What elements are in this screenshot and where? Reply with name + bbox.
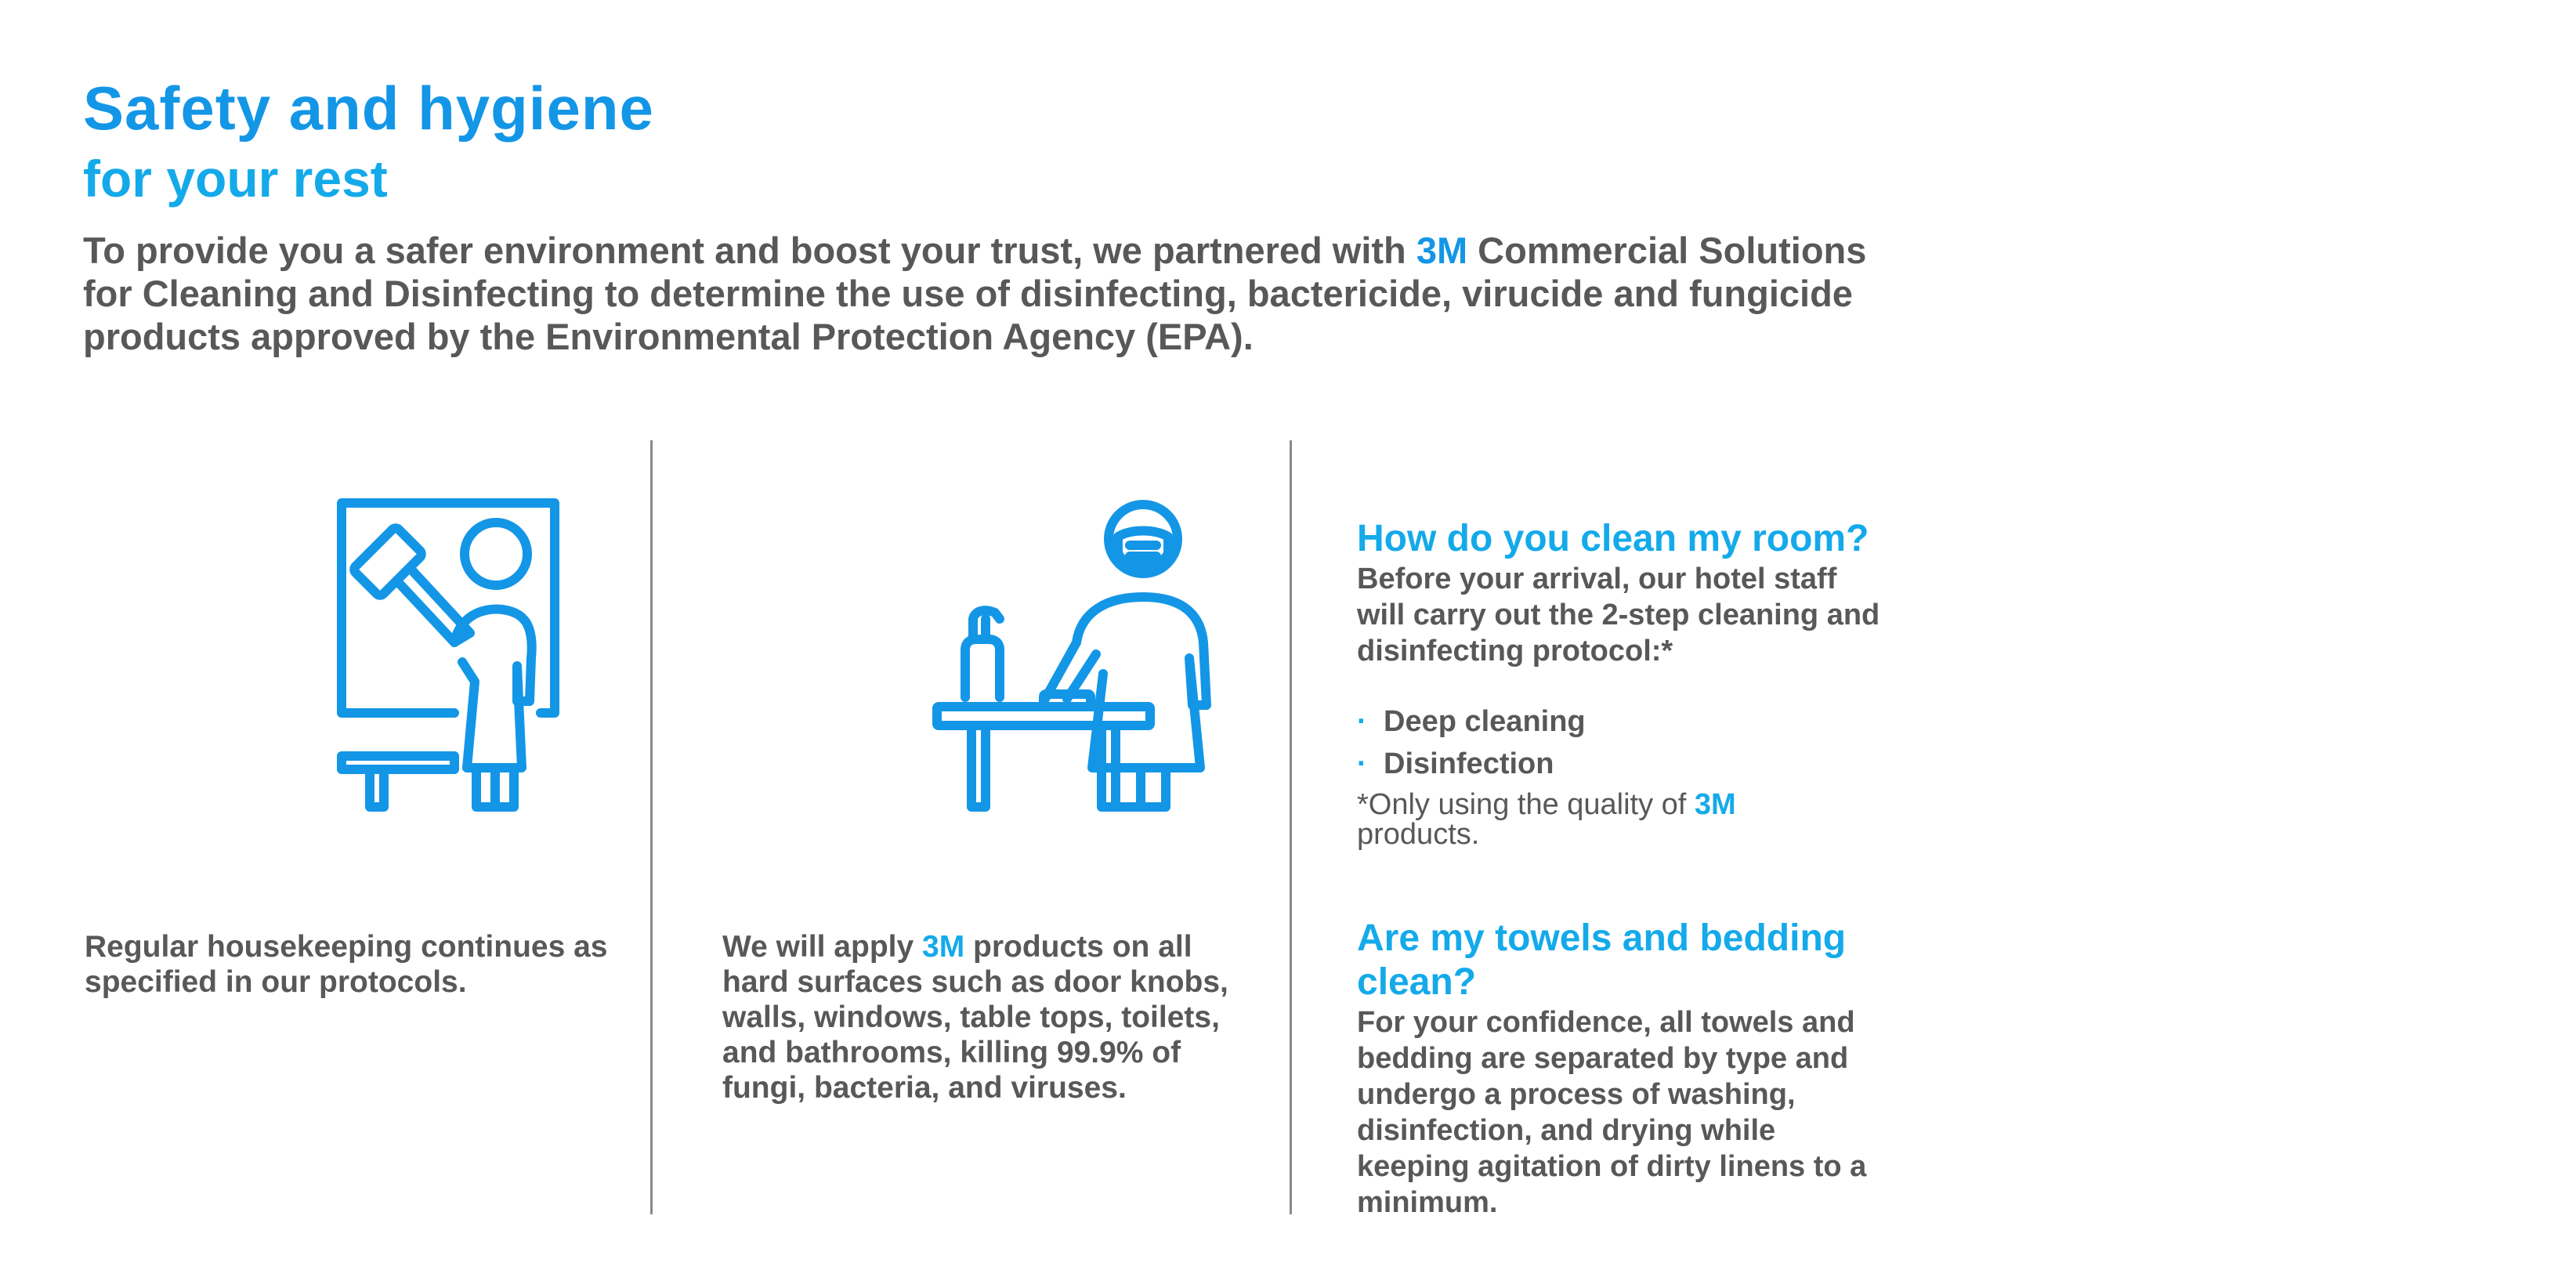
step-item: · Disinfection bbox=[1357, 747, 1554, 780]
products-note bbox=[1357, 790, 1796, 849]
faq-answer-towels: For your confidence, all towels and bedding are separated by type and undergo a process of washing, disinfection, and drying while keeping agitation of dirty linens to a minimum. bbox=[1357, 1006, 1867, 1219]
step-label: Deep cleaning bbox=[1384, 705, 1586, 738]
intro-paragraph bbox=[83, 229, 1916, 358]
products-text-start: We will apply bbox=[722, 930, 923, 964]
note-text-start: *Only using the quality of bbox=[1357, 788, 1695, 821]
person-cleaning-mirror-icon bbox=[321, 494, 572, 830]
faq-towels bbox=[1357, 917, 1890, 1221]
faq-question-clean-room: How do you clean my room? bbox=[1357, 518, 1869, 559]
faq-question-towels: Are my towels and bedding clean? bbox=[1357, 917, 1847, 1003]
intro-brand: 3M bbox=[1416, 230, 1468, 271]
note-text-end: products. bbox=[1357, 818, 1480, 851]
column-divider-1 bbox=[650, 440, 653, 1214]
intro-text-start: To provide you a safer environment and boost your trust, we partnered with bbox=[83, 230, 1416, 271]
page-subtitle: for your rest bbox=[83, 150, 388, 208]
step-item: · Deep cleaning bbox=[1357, 705, 1586, 738]
step-label: Disinfection bbox=[1384, 747, 1554, 780]
housekeeping-text: Regular housekeeping continues as specified in our protocols. bbox=[85, 930, 608, 999]
page-title: Safety and hygiene bbox=[83, 74, 654, 143]
products-text-end: products on all hard surfaces such as door knobs, walls, windows, table tops, toilets, and bathrooms, killing 99.9% of fungi, bacteria, and viruses. bbox=[722, 930, 1228, 1105]
faq-answer-clean-room: Before your arrival, our hotel staff will carry out the 2-step cleaning and disinfecting protocol:* bbox=[1357, 563, 1880, 668]
column-divider-2 bbox=[1290, 440, 1292, 1214]
faq-section bbox=[1357, 517, 1890, 849]
note-brand: 3M bbox=[1694, 788, 1736, 821]
products-brand: 3M bbox=[922, 930, 965, 964]
products-text bbox=[722, 929, 1255, 1105]
masked-person-sanitizing-table-icon bbox=[928, 494, 1225, 830]
intro-text-end: Commercial Solutions for Cleaning and Disinfecting to determine the use of disinfecting, bactericide, virucide and fungicide products approved by the Environmental Protection Agency (EPA). bbox=[83, 230, 1867, 357]
